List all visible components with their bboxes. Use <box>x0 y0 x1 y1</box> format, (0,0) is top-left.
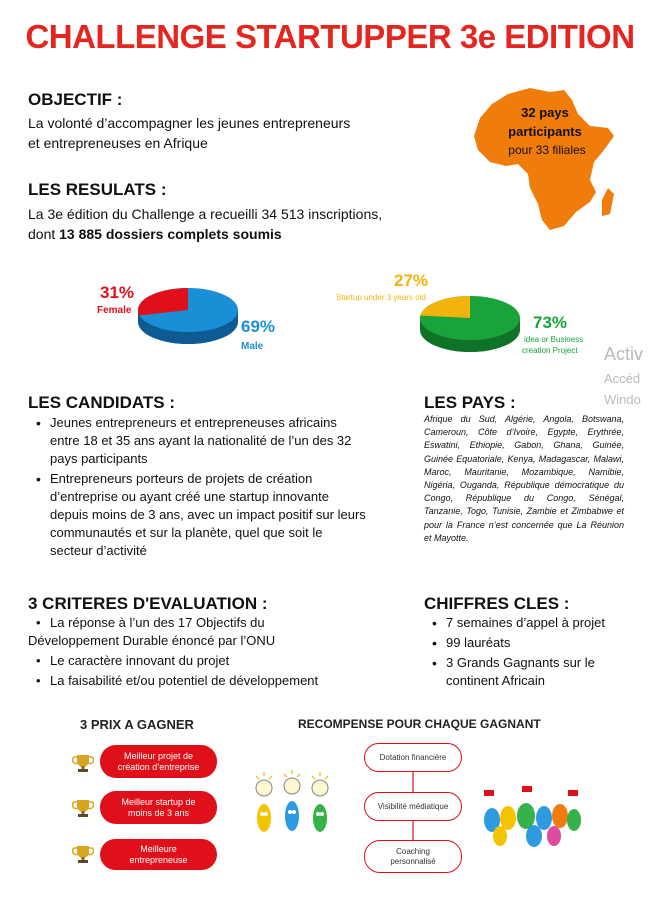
objectif-line-2: et entrepreneuses en Afrique <box>28 135 208 151</box>
stage-pie-startup-slice <box>420 296 470 318</box>
trophy-icon <box>72 797 94 819</box>
resultats-line-2 <box>28 224 282 244</box>
startup-percent: 27% <box>394 271 429 290</box>
candidats-item-1: • Jeunes entrepreneurs et entrepreneuses africains entre 18 et 35 ans ayant la nationalité de l’un des 32 pays participants <box>28 414 368 468</box>
pays-list: Afrique du Sud, Algérie, Angola, Botswana, Cameroun, Côte d’Ivoire, Egypte, Erythrée, Eswatini, Ethiopie, Gabon, Ghana, Guinée, Guinée Equatoriale, Kenya, Madagascar, Malawi, Maroc, Mauritanie, Mozambique, Namibie, Nigéria, Ouganda, République démocratique du Congo, République du Congo, Sénégal, Tanzanie, Togo, Tunisie, Zambie et Zimbabwe et pour la France n’est concernée que La Réunion et Mayotte. <box>424 414 624 543</box>
trophy-icon <box>72 843 94 865</box>
page-title: CHALLENGE STARTUPPER 3e EDITION <box>25 18 635 55</box>
prix-heading: 3 PRIX A GAGNER <box>80 717 194 732</box>
idea-percent: 73% <box>533 313 568 332</box>
mascots-lightbulb-icon <box>250 770 342 840</box>
criteres-list: • La réponse à l’un des 17 Objectifs du Développement Durable énoncé par l’ONU • Le caractère innovant du projet • La faisabilité et/ou potentiel de développement <box>28 614 368 690</box>
chiffres-item-3: • 3 Grands Gagnants sur le continent Africain <box>424 654 624 690</box>
recompense-heading: RECOMPENSE POUR CHAQUE GAGNANT <box>298 717 541 731</box>
idea-label-1: idea or Business <box>524 335 584 344</box>
idea-label-2: creation Project <box>522 346 578 355</box>
criteres-item-2: Le caractère innovant du projet <box>50 653 230 668</box>
criteres-heading: 3 CRITERES D'EVALUATION : <box>28 594 268 613</box>
resultats-heading: LES RESULATS : <box>28 180 167 199</box>
criteres-item-3: La faisabilité et/ou potentiel de développement <box>50 673 319 688</box>
resultats-line-2-prefix: dont <box>28 226 60 242</box>
reward-coaching: Coaching personnalisé <box>364 840 462 873</box>
criteres-item-1-line-2: Développement Durable énoncé par l’ONU <box>28 633 276 648</box>
startup-label: Startup under 3 years old <box>336 293 426 302</box>
objectif-heading: OBJECTIF : <box>28 90 123 109</box>
candidats-list <box>28 414 368 562</box>
criteres-item-1: • La réponse à l’un des 17 Objectifs du Développement Durable énoncé par l’ONU <box>28 614 368 650</box>
chiffres-heading: CHIFFRES CLES : <box>424 594 570 613</box>
male-percent: 69% <box>241 317 276 336</box>
watermark-line-3: Windo <box>604 392 641 407</box>
badge-participants: participants <box>508 124 582 139</box>
chiffres-item-1: • 7 semaines d’appel à projet <box>424 614 624 632</box>
female-label: Female <box>97 305 132 316</box>
candidats-item-2: • Entrepreneurs porteurs de projets de création d’entreprise ou ayant créé une startup innovante depuis moins de 3 ans, avec un impact positif sur leurs communautés et sur la planète, quel que soit le secteur d’activité <box>28 470 368 560</box>
candidats-heading: LES CANDIDATS : <box>28 393 176 412</box>
trophy-icon <box>72 752 94 774</box>
prize-best-startup: Meilleur startup de moins de 3 ans <box>100 791 217 824</box>
mascots-group-icon <box>478 786 586 852</box>
objectif-line-1: La volonté d’accompagner les jeunes entrepreneurs <box>28 115 351 131</box>
male-label: Male <box>241 341 264 352</box>
prize-best-creation: Meilleur projet de création d’entreprise <box>100 745 217 778</box>
reward-visibility: Visibilité médiatique <box>364 792 462 821</box>
resultats-line-2-bold: 13 885 dossiers complets soumis <box>59 226 282 242</box>
criteres-item-1-line-1: La réponse à l’un des 17 Objectifs du <box>50 615 265 630</box>
badge-countries: 32 pays <box>521 105 569 120</box>
resultats-line-1: La 3e édition du Challenge a recueilli 34 513 inscriptions, <box>28 206 383 222</box>
pays-heading: LES PAYS : <box>424 393 516 412</box>
chiffres-item-2: • 99 lauréats <box>424 634 624 652</box>
reward-funding: Dotation financière <box>364 743 462 772</box>
prize-best-woman: Meilleure entrepreneuse <box>100 839 217 870</box>
badge-subsidiaries: pour 33 filiales <box>508 143 586 157</box>
stage-pie-chart <box>418 288 522 358</box>
chiffres-list <box>424 614 624 692</box>
female-percent: 31% <box>100 283 135 302</box>
gender-pie-chart <box>136 282 240 352</box>
watermark-line-2: Accéd <box>604 371 641 386</box>
watermark-line-1: Activ <box>604 344 644 364</box>
